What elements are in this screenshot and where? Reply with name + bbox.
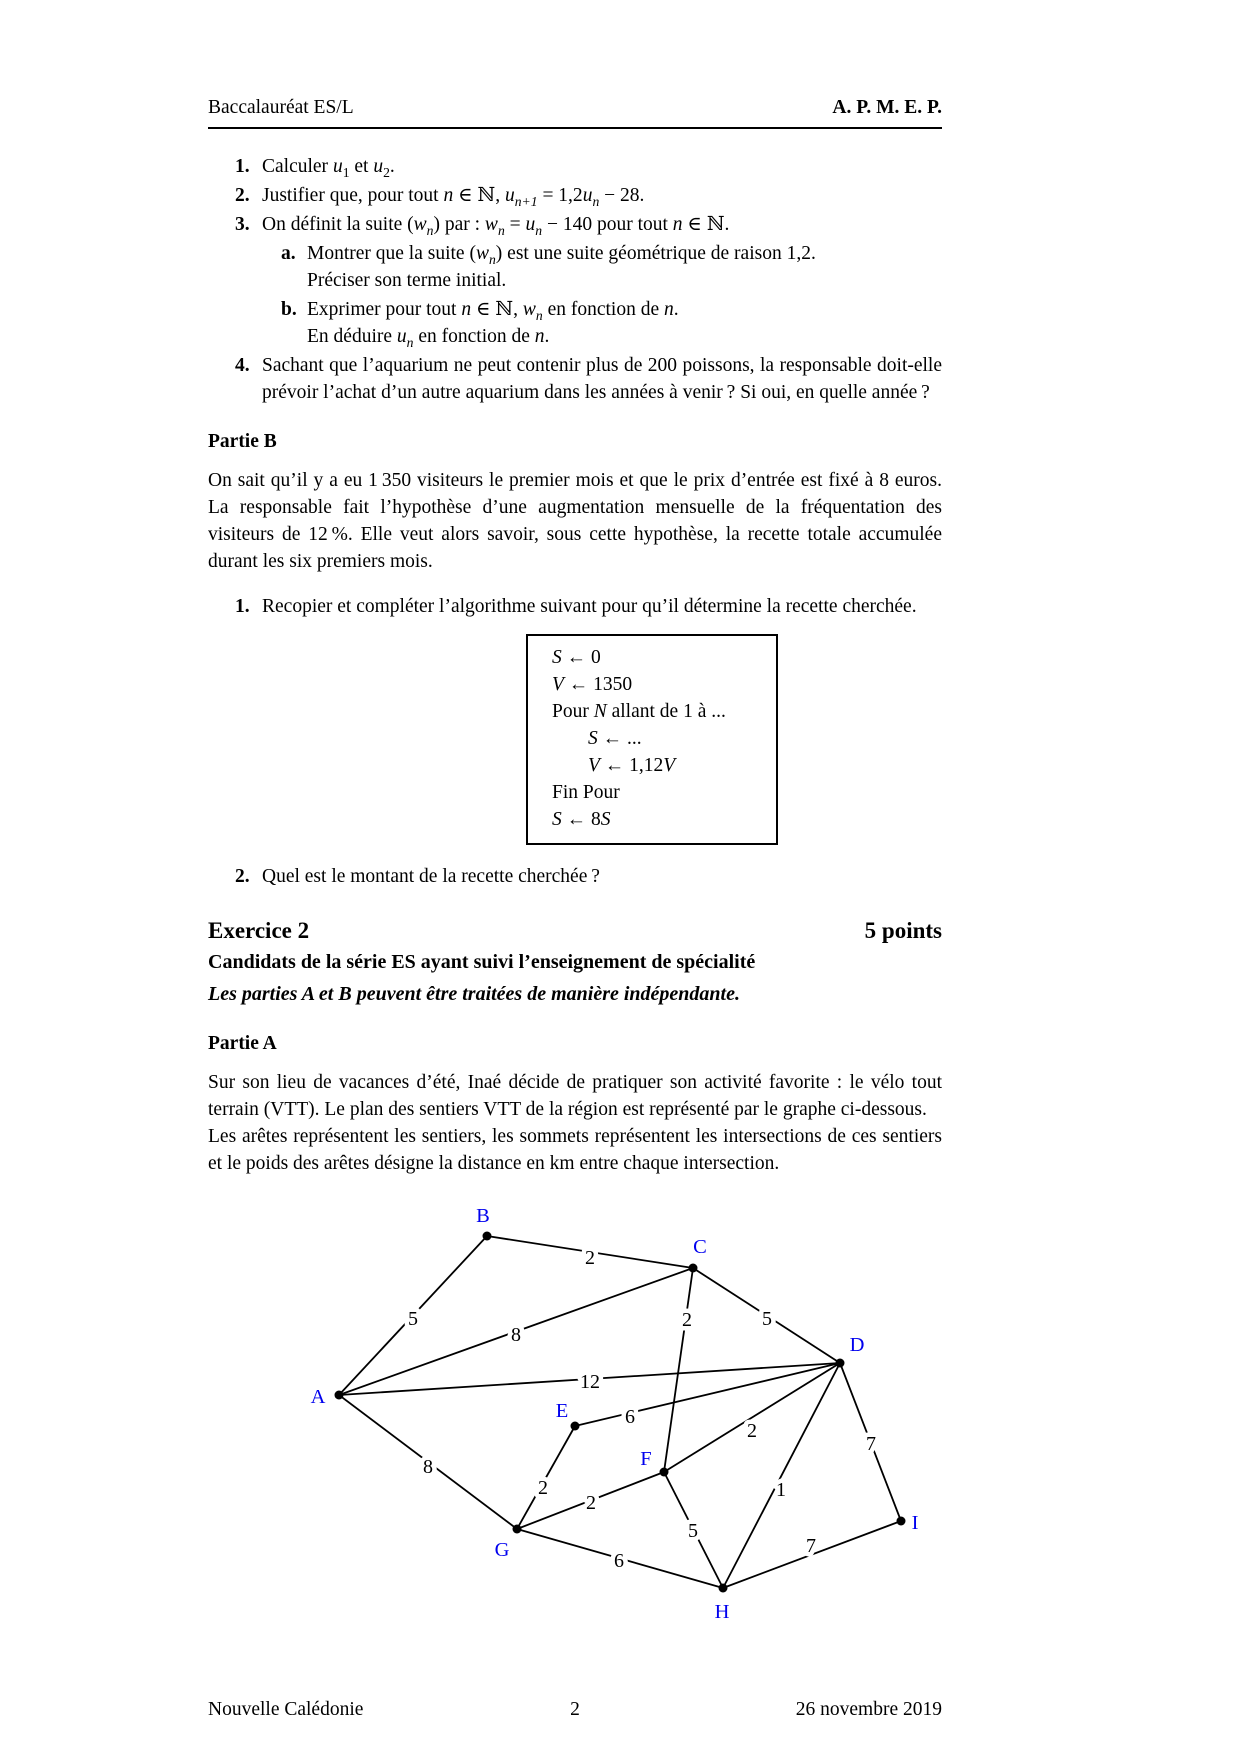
vertex-label-A: A [310, 1386, 326, 1408]
item-line: En déduire $u_n$ en fonction de n. [307, 326, 550, 350]
math-variable: S [552, 809, 562, 830]
vertex-label-H: H [714, 1601, 730, 1623]
math-subscript: n [488, 251, 496, 267]
algorithm-line: Pour N allant de 1 à ... [552, 701, 726, 722]
vertex-label-C: C [693, 1236, 707, 1258]
math-variable: S [552, 647, 562, 668]
exercice2-note: Les parties A et B peuvent être traitées de manière indépendante. [208, 983, 740, 1005]
item-line: Exprimer pour tout n ∈ ℕ, $w_n$ en fonction de n. [307, 299, 679, 323]
math-variable: n [443, 185, 454, 206]
math-subscript: n [535, 222, 543, 238]
edge-line-CF [664, 1268, 693, 1472]
footer-page-number: 2 [570, 1699, 580, 1720]
vertex-label-F: F [640, 1448, 652, 1470]
edge-weight-AD: 12 [580, 1371, 600, 1393]
math-variable: u [504, 185, 515, 206]
item-text [262, 352, 942, 406]
math-variable: w [522, 299, 536, 320]
exercice2-heading [208, 916, 942, 946]
math-variable: w [484, 214, 498, 235]
item-text [262, 593, 942, 620]
math-variable: u [525, 214, 536, 235]
math-variable: S [588, 728, 598, 749]
item-line: On définit la suite $(w_n)$ par : $w_n = u_n - 140$ pour tout n ∈ ℕ. [262, 214, 730, 238]
math-variable: n [461, 299, 472, 320]
edge-weight-DE: 6 [625, 1406, 635, 1428]
math-variable: n [672, 214, 683, 235]
edge-weight-AB: 5 [408, 1308, 418, 1330]
item-number: 3. [235, 214, 250, 235]
math-subscript: n [535, 307, 543, 323]
math-subscript: n+1 [514, 193, 538, 209]
edge-weight-DI: 7 [866, 1433, 876, 1455]
partie-b-title: Partie B [208, 431, 277, 452]
item-line: Recopier et compléter l’algorithme suivant pour qu’il détermine la recette cherchée. [262, 596, 917, 617]
vertex-dot-B [483, 1232, 492, 1241]
math-variable: u [582, 185, 593, 206]
edge-weight-BC: 2 [585, 1247, 595, 1269]
math-subscript: 2 [383, 164, 390, 180]
math-variable: n [664, 299, 674, 320]
edge-weight-FH: 5 [688, 1520, 698, 1542]
list-item [208, 593, 942, 620]
math-variable: n [534, 326, 545, 347]
vertex-dot-F [660, 1468, 669, 1477]
list-item [208, 240, 942, 294]
partie-a-paragraph-1: Sur son lieu de vacances d’été, Inaé décide de pratiquer son activité favorite : le vélo tout terrain (VTT). Le plan des sentiers VTT de la région est représenté par le graphe ci-dessous. [208, 1072, 942, 1120]
list-item [208, 863, 942, 890]
edge-line-DF [664, 1363, 840, 1472]
item-text [262, 211, 942, 238]
item-line: Montrer que la suite $(w_n)$ est une suite géométrique de raison 1,2. [307, 243, 816, 267]
math-subscript: n [426, 222, 434, 238]
vertex-dot-G [513, 1525, 522, 1534]
content-column [208, 94, 942, 1651]
partie-a-title: Partie A [208, 1033, 277, 1054]
edge-weight-FG: 2 [586, 1492, 596, 1514]
edge-weight-DH: 1 [776, 1479, 786, 1501]
vertex-label-I: I [911, 1512, 919, 1534]
algorithm-line: S ← 8S [552, 809, 611, 830]
item-line: Préciser son terme initial. [307, 270, 507, 291]
math-variable: V [552, 674, 564, 695]
edge-weight-AC: 8 [511, 1324, 521, 1346]
math-variable: w [413, 214, 427, 235]
edge-weight-AG: 8 [423, 1456, 433, 1478]
algorithm-box [526, 634, 778, 845]
vertex-dot-H [719, 1584, 728, 1593]
list-item [208, 182, 942, 209]
vertex-dot-A [335, 1391, 344, 1400]
math-variable: S [600, 809, 611, 830]
item-number: a. [281, 243, 296, 264]
edge-line-DH [723, 1363, 840, 1588]
partie-b-item-2 [208, 863, 942, 890]
footer-location: Nouvelle Calédonie [208, 1699, 364, 1720]
item-text [307, 296, 942, 350]
partie-b-item-1 [208, 593, 942, 620]
exercice1-list [208, 153, 942, 406]
math-variable: u [396, 326, 407, 347]
partie-a-paragraph-2: Les arêtes représentent les sentiers, les sommets représentent les intersections de ces sentiers et le poids des arêtes désigne la distance en km entre chaque intersection. [208, 1126, 942, 1174]
edge-weight-CD: 5 [762, 1308, 772, 1330]
item-text [262, 153, 942, 180]
edge-weight-EG: 2 [538, 1477, 548, 1499]
item-number: 1. [235, 156, 250, 177]
exercice2-subtitle: Candidats de la série ES ayant suivi l’enseignement de spécialité [208, 951, 756, 973]
math-variable: u [332, 156, 343, 177]
edge-line-DE [575, 1363, 840, 1426]
vertex-label-E: E [555, 1400, 569, 1422]
item-line: Justifier que, pour tout n ∈ ℕ, $u_{n+1} = 1,2u_n - 28$. [262, 185, 645, 209]
item-line: Quel est le montant de la recette cherchée ? [262, 866, 600, 887]
vertex-label-D: D [849, 1334, 865, 1356]
item-line: Sachant que l’aquarium ne peut contenir plus de 200 poissons, la responsable doit-elle prévoir l’achat d’un autre aquarium dans les années à venir ? Si oui, en quelle année ? [262, 355, 942, 403]
algorithm-line: Fin Pour [552, 782, 620, 803]
math-variable: u [373, 156, 384, 177]
header-left-title: Baccalauréat ES/L [208, 97, 354, 118]
vertex-label-B: B [476, 1205, 490, 1227]
edge-weight-CF: 2 [682, 1309, 692, 1331]
partie-b-paragraph: On sait qu’il y a eu 1 350 visiteurs le premier mois et que le prix d’entrée est fixé à 8 euros. La responsable fait l’hypothèse d’une augmentation mensuelle de la fréquentation des visiteurs de 12 %. Elle veut alors savoir, sous cette hypothèse, la recette totale accumulée durant les six premiers mois. [208, 470, 942, 572]
page-header [208, 94, 942, 129]
algorithm-line: V ← 1,12V [588, 755, 676, 776]
math-variable: w [475, 243, 489, 264]
algorithm-line: S ← 0 [552, 647, 601, 668]
footer-date: 26 novembre 2019 [795, 1699, 942, 1720]
algorithm-line: V ← 1350 [552, 674, 633, 695]
edge-weight-GH: 6 [614, 1550, 624, 1572]
algorithm-line: S ← ... [588, 728, 642, 749]
vertex-dot-E [571, 1422, 580, 1431]
item-line: Calculer $u_1$ et $u_2$. [262, 156, 395, 180]
item-number: b. [281, 299, 297, 320]
math-subscript: n [406, 334, 414, 350]
item-number: 4. [235, 355, 250, 376]
math-variable: V [663, 755, 676, 776]
item-number: 1. [235, 596, 250, 617]
vertex-dot-D [836, 1359, 845, 1368]
list-item [208, 296, 942, 350]
list-item [208, 211, 942, 238]
vtt-trail-graph [250, 1181, 960, 1651]
header-right-title: A. P. M. E. P. [832, 97, 942, 118]
math-subscript: n [497, 222, 505, 238]
vertex-dot-I [897, 1517, 906, 1526]
math-subscript: n [592, 193, 600, 209]
list-item [208, 352, 942, 406]
item-text [262, 182, 942, 209]
math-variable: V [588, 755, 600, 776]
math-subscript: 1 [342, 164, 350, 180]
item-number: 2. [235, 866, 250, 887]
item-text [262, 863, 942, 890]
exercice2-points: 5 points [864, 918, 942, 943]
edge-weight-DF: 2 [747, 1420, 757, 1442]
item-number: 2. [235, 185, 250, 206]
item-text [307, 240, 942, 294]
list-item [208, 153, 942, 180]
math-variable: N [593, 701, 607, 722]
edge-weight-HI: 7 [806, 1535, 816, 1557]
exercice2-title: Exercice 2 [208, 918, 310, 943]
vertex-dot-C [689, 1264, 698, 1273]
vertex-label-G: G [494, 1539, 510, 1561]
